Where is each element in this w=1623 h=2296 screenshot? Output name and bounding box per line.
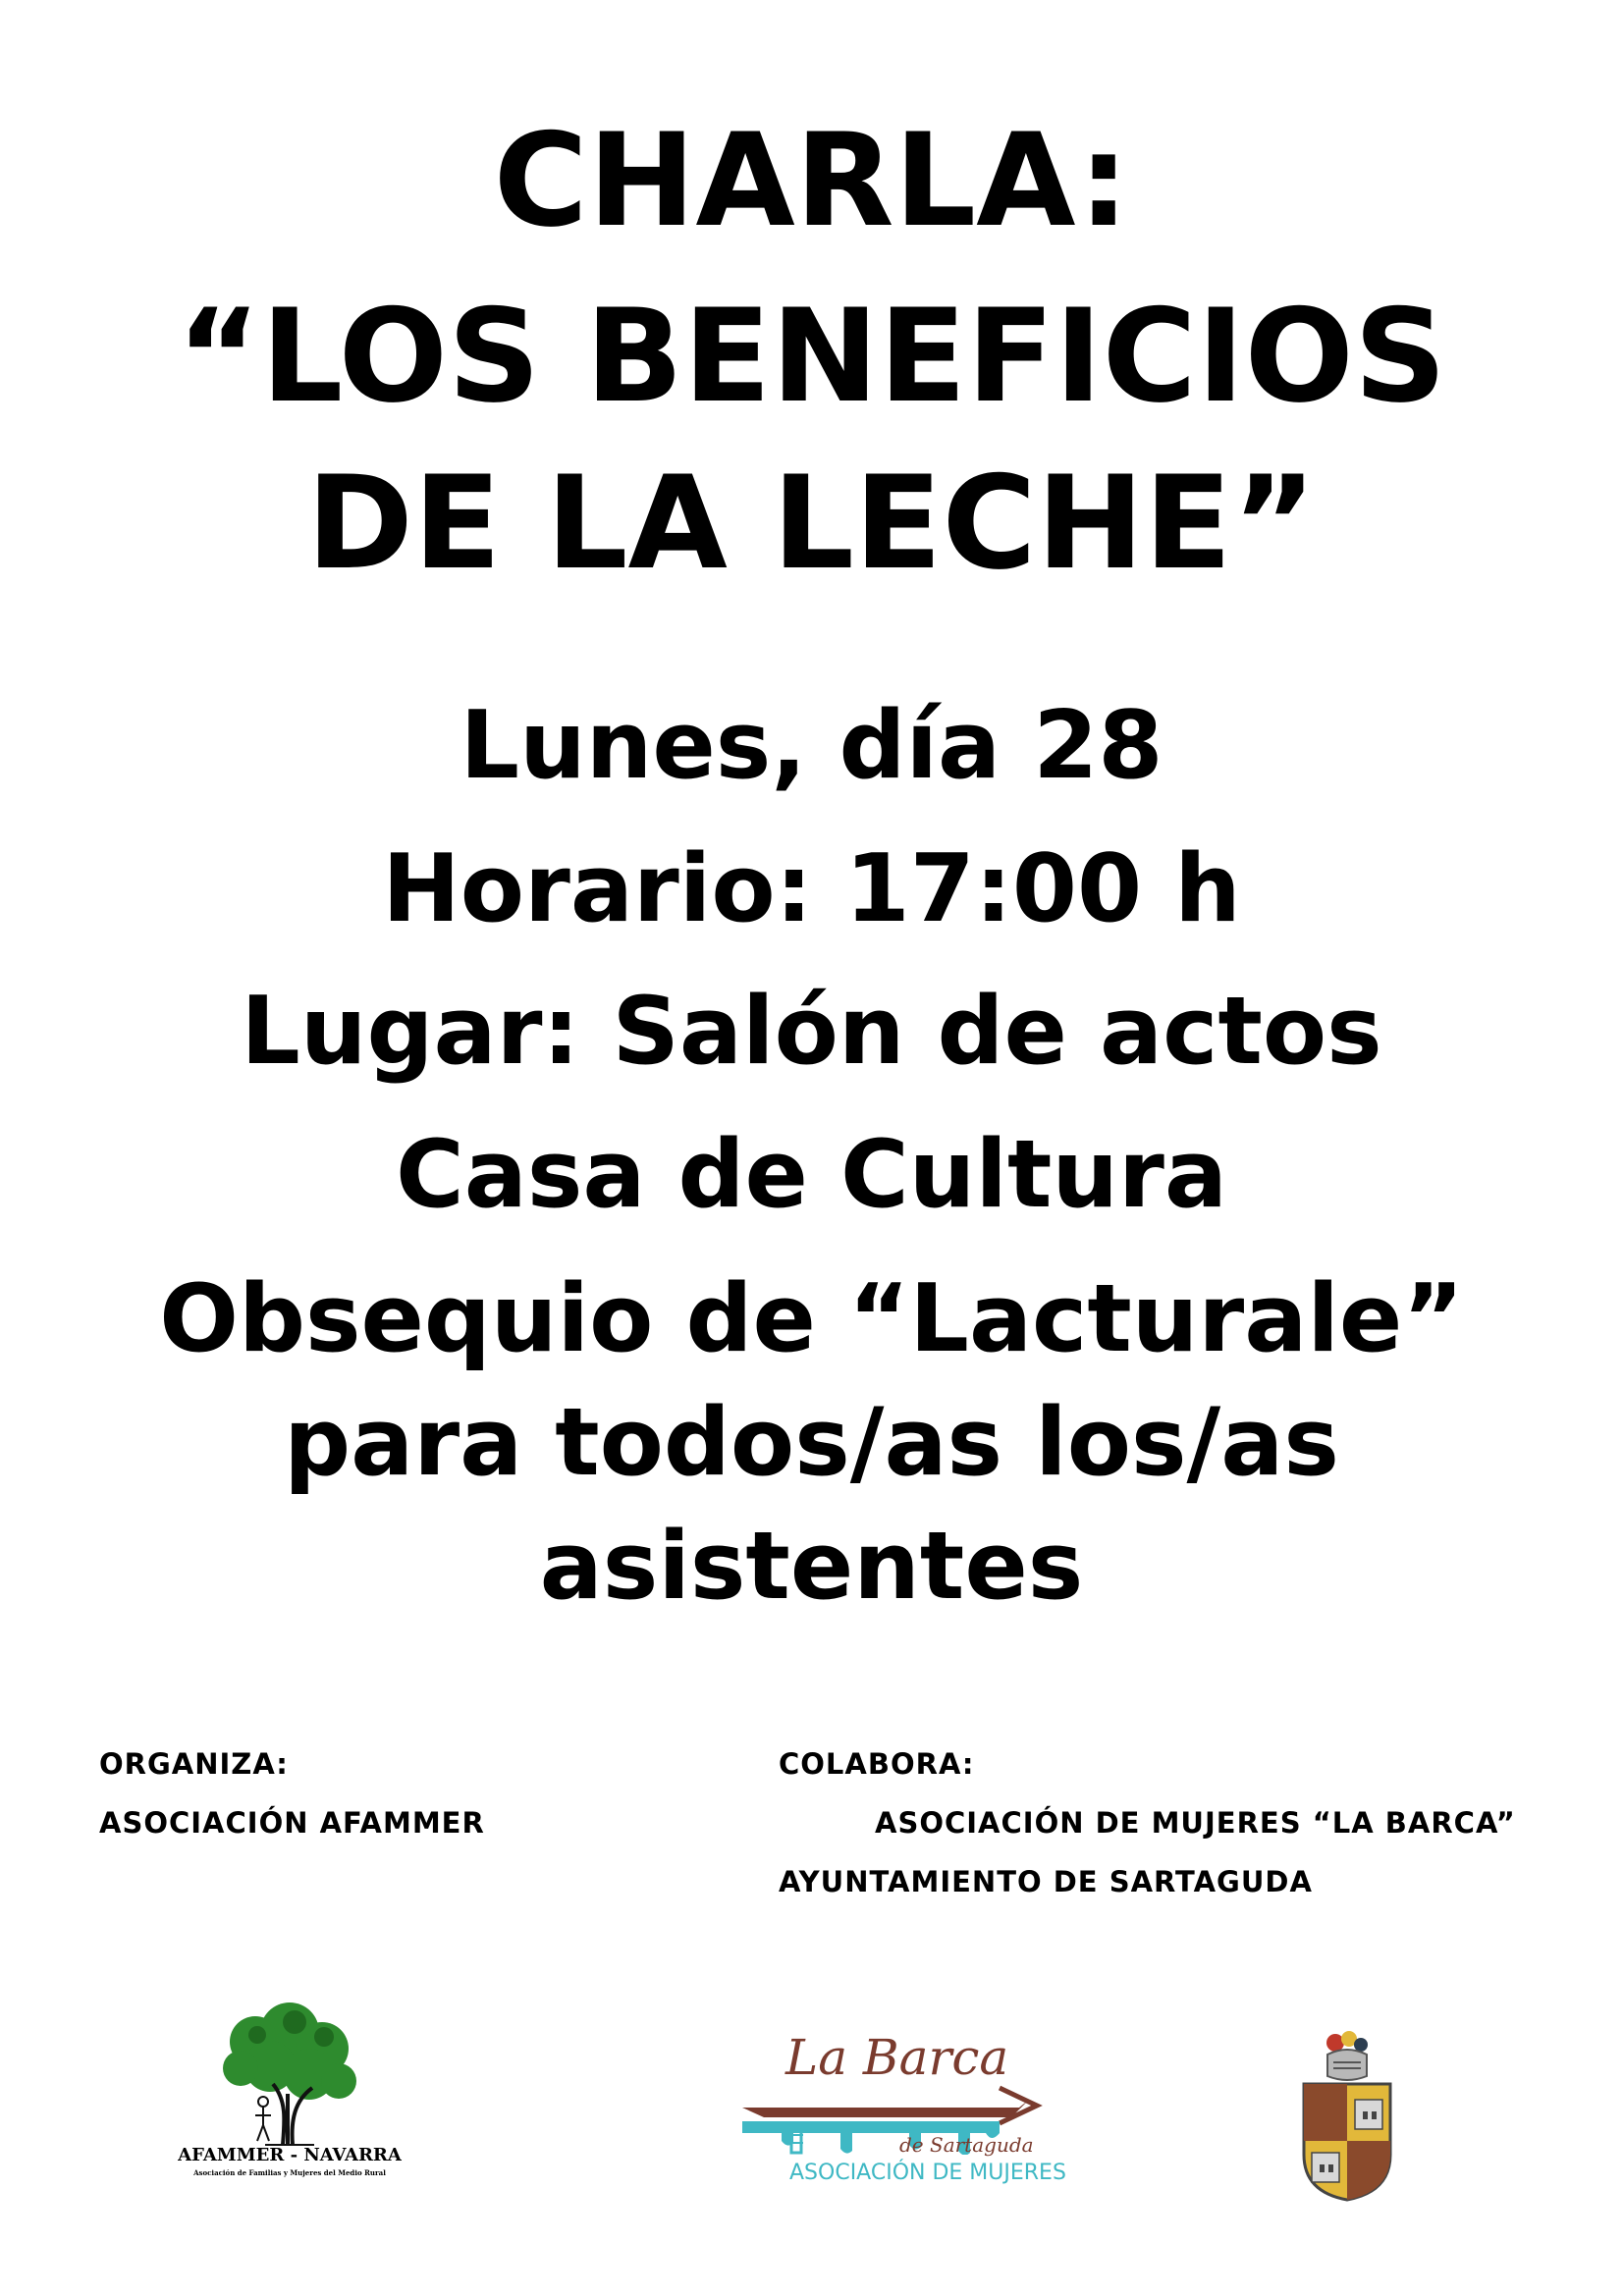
la-barca-logo-place: de Sartaguda [899, 2133, 1034, 2157]
gift-line-1: Obsequio de “Lacturale” [159, 1265, 1464, 1373]
organiza-label: ORGANIZA: [99, 1747, 289, 1781]
title-line-3: DE LA LECHE” [306, 448, 1317, 598]
title-line-2: “LOS BENEFICIOS [176, 281, 1447, 431]
la-barca-logo [734, 2027, 1066, 2194]
la-barca-logo-title: La Barca [785, 2029, 1009, 2086]
colabora-name-ayuntamiento: AYUNTAMIENTO DE SARTAGUDA [779, 1865, 1313, 1898]
afammer-logo-subtitle: Asociación de Familias y Mujeres del Medio Rural [193, 2168, 386, 2177]
event-venue: Casa de Cultura [396, 1121, 1227, 1229]
event-place: Lugar: Salón de actos [241, 978, 1382, 1086]
sartaguda-coat-of-arms [1298, 2027, 1396, 2204]
colabora-label: COLABORA: [779, 1747, 975, 1781]
la-barca-logo-subtitle: ASOCIACIÓN DE MUJERES [789, 2161, 1066, 2185]
afammer-logo [147, 1998, 432, 2184]
event-date: Lunes, día 28 [460, 692, 1163, 800]
gift-line-3: asistentes [539, 1513, 1084, 1621]
organiza-name: ASOCIACIÓN AFAMMER [99, 1806, 485, 1840]
afammer-logo-title: AFAMMER - NAVARRA [178, 2145, 402, 2165]
title-line-1: CHARLA: [493, 105, 1130, 255]
shield-icon [1298, 2027, 1396, 2204]
colabora-name-la-barca: ASOCIACIÓN DE MUJERES “LA BARCA” [875, 1806, 1516, 1840]
gift-line-2: para todos/as los/as [284, 1389, 1339, 1497]
event-time: Horario: 17:00 h [382, 835, 1241, 943]
